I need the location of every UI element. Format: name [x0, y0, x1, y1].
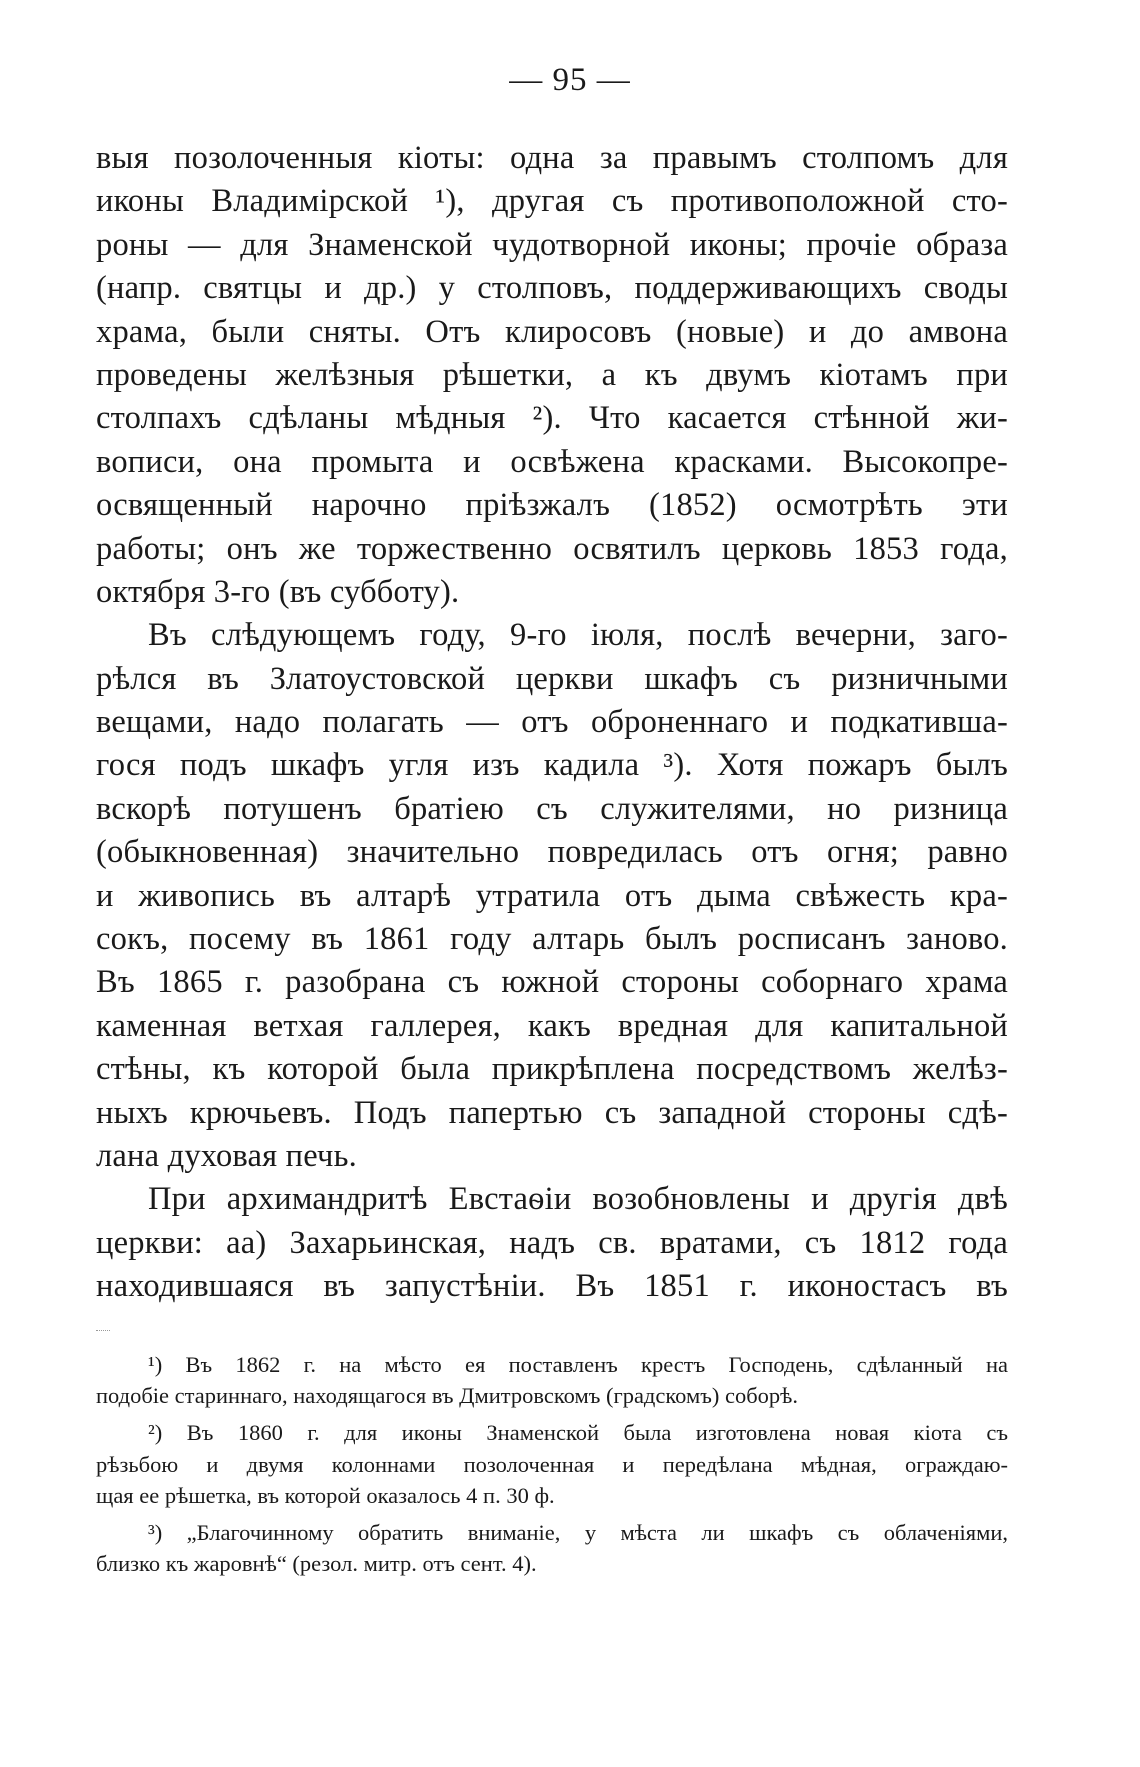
- text-line: вещами, надо полагать — отъ оброненнаго и подкатившa-: [96, 704, 1008, 741]
- text-line: каменная ветхая галлерея, какъ вредная для капитальной: [96, 1007, 1008, 1044]
- footnote-divider: [96, 1330, 110, 1332]
- text-line: столпахъ сдѣланы мѣдныя ²). Что касается стѣнной жи-: [96, 400, 1008, 437]
- text-line: сокъ, посему въ 1861 году алтарь былъ росписанъ заново.: [96, 921, 1008, 958]
- text-line: стѣны, къ которой была прикрѣплена посредствомъ желѣз-: [96, 1051, 1008, 1088]
- footnote-line: близко къ жаровнѣ“ (резол. митр. отъ сент. 4).: [96, 1551, 537, 1577]
- paragraph-start-line: Въ слѣдующемъ году, 9-го іюля, послѣ вечерни, заго-: [148, 617, 1008, 654]
- text-line: церкви: аа) Захарьинская, надъ св. вратами, съ 1812 года: [96, 1224, 1008, 1261]
- text-line: храма, были сняты. Отъ клиросовъ (новые) и до амвона: [96, 313, 1008, 350]
- text-line: находившаяся въ запустѣніи. Въ 1851 г. иконостасъ въ: [96, 1268, 1008, 1305]
- footnote-line: рѣзьбою и двумя колоннами позолоченная и передѣлана мѣдная, ограждаю-: [96, 1451, 1008, 1477]
- footnote-1: [96, 1349, 1008, 1411]
- footnote-line: подобіе стариннаго, находящагося въ Дмитровскомъ (градскомъ) соборѣ.: [96, 1383, 798, 1409]
- text-line: Въ 1865 г. разобрана съ южной стороны соборнаго храма: [96, 964, 1008, 1001]
- text-line: октября 3-го (въ субботу).: [96, 573, 460, 610]
- text-line: освященный нарочно пріѣзжалъ (1852) осмотрѣть эти: [96, 487, 1008, 524]
- text-line: ныхъ крючьевъ. Подъ папертью съ западной стороны сдѣ-: [96, 1094, 1008, 1131]
- text-line: и живопись въ алтарѣ утратила отъ дыма свѣжесть кра-: [96, 877, 1008, 914]
- footnote-3: [96, 1517, 1008, 1579]
- text-line: выя позолоченныя кіоты: одна за правымъ столпомъ для: [96, 140, 1008, 176]
- text-line: гося подъ шкафъ угля изъ кадила ³). Хотя пожаръ былъ: [96, 747, 1008, 784]
- text-line: работы; онъ же торжественно освятилъ церковь 1853 года,: [96, 530, 1008, 567]
- main-text: [96, 137, 1008, 1309]
- paragraph-start-line: При архимандритѣ Евстаѳіи возобновлены и другія двѣ: [148, 1181, 1008, 1218]
- page-number: — 95 —: [509, 62, 631, 98]
- text-line: проведены желѣзныя рѣшетки, а къ двумъ кіотамъ при: [96, 356, 1008, 393]
- text-line: (обыкновенная) значительно повредилась отъ огня; равно: [96, 834, 1008, 871]
- footnote-2: [96, 1417, 1008, 1511]
- footnotes: [96, 1349, 1008, 1579]
- footnote-line: ¹) Въ 1862 г. на мѣсто ея поставленъ крестъ Господень, сдѣланный на: [148, 1352, 1008, 1377]
- text-line: вописи, она промыта и освѣжена красками. Высокопре-: [96, 443, 1008, 480]
- footnote-line: ³) „Благочинному обратить вниманіе, у мѣста ли шкафъ съ облаченіями,: [148, 1519, 1008, 1545]
- text-line: лана духовая печь.: [96, 1137, 357, 1174]
- text-line: иконы Владимірской ¹), другая съ противоположной сто-: [96, 183, 1008, 220]
- text-line: (напр. святцы и др.) у столповъ, поддерживающихъ своды: [96, 270, 1008, 307]
- footnote-line: ²) Въ 1860 г. для иконы Знаменской была изготовлена новая кіота съ: [148, 1420, 1008, 1446]
- text-line: рѣлся въ Златоустовской церкви шкафъ съ ризничными: [96, 660, 1008, 697]
- text-line: вскорѣ потушенъ братіею съ служителями, но ризница: [96, 790, 1008, 827]
- text-line: роны — для Знаменской чудотворной иконы; прочіе образа: [96, 226, 1008, 263]
- footnote-line: щая ее рѣшетка, въ которой оказалось 4 п. 30 ф.: [96, 1482, 555, 1508]
